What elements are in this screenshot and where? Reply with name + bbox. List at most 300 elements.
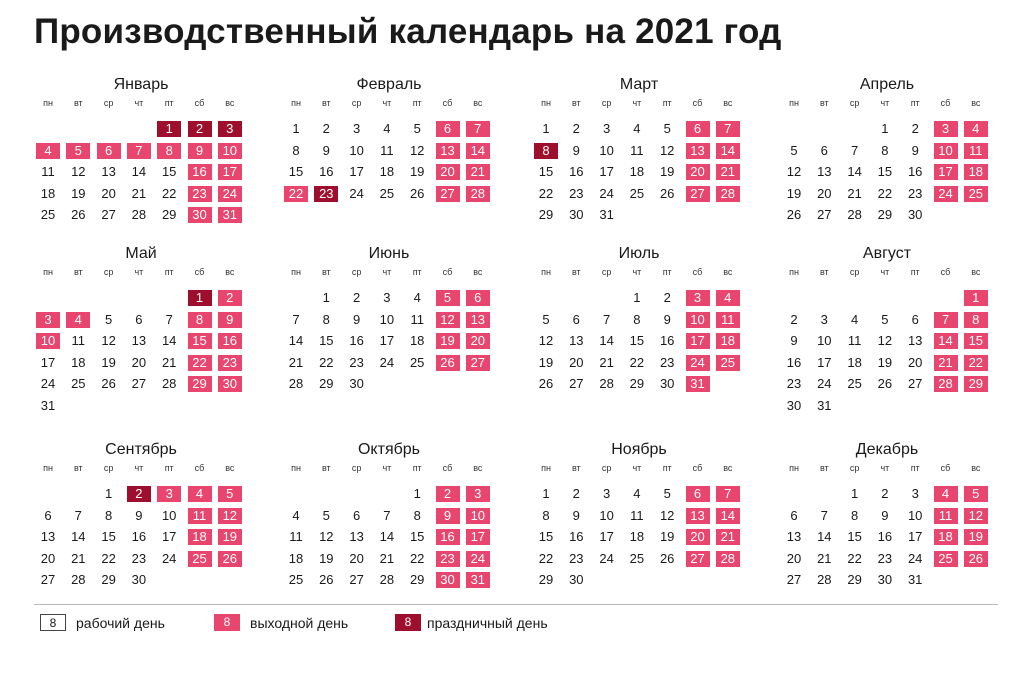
weekend-day-cell: 6 <box>466 290 490 306</box>
weekday-header: пн <box>291 463 301 473</box>
weekday-header: пт <box>164 98 174 108</box>
day-cell: 15 <box>101 529 116 544</box>
weekend-day-cell: 27 <box>686 551 710 567</box>
day-cell: 12 <box>659 507 675 523</box>
day-cell: 8 <box>633 311 641 327</box>
day-cell: 27 <box>786 572 802 587</box>
weekday-header: сб <box>442 267 453 277</box>
day-cell: 18 <box>71 354 86 370</box>
weekday-header: пт <box>910 463 920 473</box>
day-cell: 15 <box>877 164 893 179</box>
weekend-day-cell: 24 <box>934 186 958 202</box>
day-cell: 9 <box>911 142 919 158</box>
day-cell: 1 <box>322 290 330 305</box>
weekend-day-cell: 21 <box>716 164 740 180</box>
day-cell: 10 <box>817 333 832 348</box>
day-cell: 16 <box>569 529 584 544</box>
day-cell: 13 <box>817 164 832 179</box>
day-cell: 10 <box>599 142 614 158</box>
day-cell: 7 <box>602 311 611 327</box>
weekday-header: ср <box>103 267 114 277</box>
day-cell: 5 <box>322 507 330 523</box>
day-cell: 15 <box>409 529 425 544</box>
weekend-day-cell: 30 <box>436 572 460 588</box>
day-cell: 24 <box>599 550 614 566</box>
weekend-day-cell: 18 <box>716 333 740 349</box>
day-cell: 18 <box>409 333 425 348</box>
weekend-day-cell: 11 <box>934 508 958 524</box>
day-cell: 22 <box>161 185 177 201</box>
weekday-header: пт <box>164 267 174 277</box>
day-cell: 13 <box>569 333 584 348</box>
day-cell: 29 <box>319 376 334 391</box>
day-cell: 23 <box>877 550 893 566</box>
day-cell: 6 <box>790 507 798 523</box>
day-cell: 24 <box>161 550 177 566</box>
day-cell: 26 <box>101 376 116 391</box>
day-cell: 29 <box>629 376 645 391</box>
day-cell: 9 <box>790 333 798 348</box>
day-cell: 12 <box>786 164 802 179</box>
day-cell: 18 <box>629 529 645 544</box>
legend-holiday-label: праздничный день <box>427 615 548 631</box>
weekend-day-cell: 1 <box>964 290 988 306</box>
weekday-header: сб <box>442 98 453 108</box>
day-cell: 16 <box>349 333 364 348</box>
day-cell: 11 <box>630 142 644 158</box>
weekend-day-cell: 9 <box>218 312 242 328</box>
day-cell: 4 <box>633 121 641 136</box>
day-cell: 29 <box>101 572 116 587</box>
weekday-header: пт <box>412 98 422 108</box>
day-cell: 3 <box>820 311 828 327</box>
day-cell: 30 <box>907 207 923 222</box>
day-cell: 2 <box>322 121 330 136</box>
day-cell: 8 <box>104 507 113 523</box>
day-cell: 11 <box>71 333 86 348</box>
weekday-header: вт <box>819 267 829 277</box>
weekday-header: вт <box>321 98 331 108</box>
weekend-day-cell: 4 <box>66 312 90 328</box>
month-name: Сентябрь <box>105 441 177 458</box>
weekday-header: ср <box>351 463 362 473</box>
day-cell: 20 <box>40 550 56 566</box>
day-cell: 11 <box>630 507 644 523</box>
day-cell: 30 <box>569 572 584 587</box>
day-cell: 23 <box>786 376 802 391</box>
weekday-header: пт <box>164 463 174 473</box>
weekend-day-cell: 2 <box>218 290 242 306</box>
weekday-header: сб <box>194 267 205 277</box>
day-cell: 22 <box>877 185 893 201</box>
weekday-header: пн <box>541 267 551 277</box>
day-cell: 23 <box>349 354 364 370</box>
day-cell: 8 <box>850 507 859 523</box>
day-cell: 9 <box>135 507 143 523</box>
day-cell: 2 <box>911 121 919 136</box>
legend-work-swatch: 8 <box>40 614 66 631</box>
weekend-day-cell: 7 <box>127 143 151 159</box>
weekend-day-cell: 7 <box>934 312 958 328</box>
holiday-day-cell: 1 <box>188 290 212 306</box>
day-cell: 9 <box>663 311 671 327</box>
day-cell: 4 <box>383 121 391 136</box>
weekday-header: вт <box>819 98 829 108</box>
weekday-header: ср <box>601 463 612 473</box>
weekend-day-cell: 19 <box>436 333 460 349</box>
day-cell: 26 <box>409 185 425 201</box>
day-cell: 11 <box>380 142 394 158</box>
weekend-day-cell: 16 <box>218 333 242 349</box>
weekday-header: вс <box>225 267 235 277</box>
day-cell: 30 <box>349 376 364 391</box>
weekday-header: вс <box>225 98 235 108</box>
weekday-header: вс <box>971 267 981 277</box>
day-cell: 7 <box>292 311 300 327</box>
weekend-day-cell: 2 <box>436 486 460 502</box>
weekday-header: вт <box>73 98 83 108</box>
weekday-header: пн <box>43 267 53 277</box>
weekday-header: вс <box>225 463 235 473</box>
day-cell: 22 <box>538 550 554 566</box>
weekday-header: чт <box>134 463 144 473</box>
day-cell: 12 <box>319 529 334 544</box>
weekend-day-cell: 17 <box>934 164 958 180</box>
day-cell: 19 <box>71 185 86 201</box>
weekday-header: чт <box>382 98 392 108</box>
day-cell: 10 <box>379 311 395 327</box>
weekend-day-cell: 29 <box>188 376 212 392</box>
page-title: Производственный календарь на 2021 год <box>34 12 782 51</box>
day-cell: 24 <box>40 376 56 391</box>
day-cell: 5 <box>542 311 550 327</box>
weekend-day-cell: 14 <box>716 143 740 159</box>
month-name: Март <box>619 76 659 93</box>
weekday-header: пн <box>291 98 301 108</box>
day-cell: 12 <box>877 333 893 348</box>
day-cell: 9 <box>572 142 580 158</box>
weekend-day-cell: 6 <box>686 486 710 502</box>
day-cell: 31 <box>817 397 832 413</box>
day-cell: 27 <box>817 207 832 222</box>
day-cell: 20 <box>907 354 923 370</box>
holiday-day-cell: 3 <box>218 121 242 137</box>
weekend-day-cell: 9 <box>436 508 460 524</box>
day-cell: 28 <box>161 376 177 391</box>
day-cell: 14 <box>131 164 147 179</box>
weekday-header: пн <box>789 463 799 473</box>
day-cell: 7 <box>165 311 173 327</box>
day-cell: 8 <box>413 507 421 523</box>
day-cell: 16 <box>877 529 893 544</box>
day-cell: 15 <box>538 529 554 544</box>
day-cell: 24 <box>907 550 923 566</box>
weekend-day-cell: 24 <box>686 355 710 371</box>
weekend-day-cell: 3 <box>934 121 958 137</box>
day-cell: 5 <box>663 121 671 136</box>
weekday-header: пн <box>789 267 799 277</box>
weekend-day-cell: 6 <box>686 121 710 137</box>
day-cell: 14 <box>847 164 862 179</box>
weekend-day-cell: 28 <box>716 186 740 202</box>
day-cell: 28 <box>131 207 147 222</box>
weekday-header: вт <box>571 463 581 473</box>
weekend-day-cell: 12 <box>218 508 242 524</box>
weekend-day-cell: 15 <box>964 333 988 349</box>
weekend-day-cell: 13 <box>436 143 460 159</box>
day-cell: 3 <box>602 121 611 136</box>
weekend-day-cell: 25 <box>964 186 988 202</box>
day-cell: 5 <box>663 486 671 501</box>
weekend-day-cell: 22 <box>964 355 988 371</box>
weekend-day-cell: 5 <box>436 290 460 306</box>
day-cell: 1 <box>413 486 421 501</box>
day-cell: 9 <box>322 142 330 158</box>
day-cell: 1 <box>292 121 300 136</box>
day-cell: 27 <box>131 376 147 391</box>
day-cell: 12 <box>101 333 116 348</box>
day-cell: 20 <box>131 354 147 370</box>
weekend-day-cell: 30 <box>188 207 212 223</box>
weekday-header: ср <box>849 98 860 108</box>
weekend-day-cell: 24 <box>218 186 242 202</box>
day-cell: 21 <box>817 550 832 566</box>
weekend-day-cell: 8 <box>188 312 212 328</box>
weekday-header: вс <box>473 98 483 108</box>
day-cell: 21 <box>71 550 86 566</box>
day-cell: 16 <box>319 164 334 179</box>
day-cell: 18 <box>629 164 645 179</box>
day-cell: 5 <box>881 311 889 327</box>
weekend-day-cell: 10 <box>218 143 242 159</box>
day-cell: 19 <box>659 164 675 179</box>
day-cell: 15 <box>161 164 177 179</box>
day-cell: 29 <box>409 572 425 587</box>
day-cell: 23 <box>131 550 147 566</box>
day-cell: 11 <box>289 529 303 544</box>
day-cell: 16 <box>659 333 675 348</box>
weekend-day-cell: 12 <box>436 312 460 328</box>
day-cell: 6 <box>44 507 52 523</box>
day-cell: 26 <box>71 207 86 222</box>
day-cell: 20 <box>101 185 116 201</box>
weekday-header: пн <box>43 98 53 108</box>
weekend-day-cell: 14 <box>716 508 740 524</box>
weekend-day-cell: 18 <box>934 529 958 545</box>
day-cell: 29 <box>538 207 554 222</box>
legend-weekend-swatch: 8 <box>214 614 240 631</box>
day-cell: 17 <box>40 354 56 370</box>
weekend-day-cell: 17 <box>466 529 490 545</box>
day-cell: 17 <box>599 529 614 544</box>
weekday-header: пт <box>662 463 672 473</box>
day-cell: 12 <box>659 142 675 158</box>
day-cell: 10 <box>161 507 177 523</box>
day-cell: 9 <box>572 507 580 523</box>
weekday-header: ср <box>849 463 860 473</box>
weekday-header: вт <box>819 463 829 473</box>
day-cell: 28 <box>847 207 862 222</box>
day-cell: 12 <box>71 164 86 179</box>
weekend-day-cell: 10 <box>36 333 60 349</box>
day-cell: 1 <box>850 486 859 501</box>
weekend-day-cell: 31 <box>686 376 710 392</box>
day-cell: 21 <box>288 354 304 370</box>
day-cell: 26 <box>786 207 802 222</box>
month-name: Декабрь <box>855 441 919 458</box>
weekday-header: пт <box>662 267 672 277</box>
day-cell: 15 <box>847 529 862 544</box>
day-cell: 26 <box>319 572 334 587</box>
weekday-header: чт <box>134 98 144 108</box>
weekend-day-cell: 13 <box>466 312 490 328</box>
weekend-day-cell: 31 <box>218 207 242 223</box>
day-cell: 25 <box>379 185 395 201</box>
month-name: Январь <box>113 76 169 93</box>
day-cell: 25 <box>629 185 645 201</box>
day-cell: 11 <box>410 311 424 327</box>
weekend-day-cell: 15 <box>188 333 212 349</box>
weekend-day-cell: 4 <box>934 486 958 502</box>
day-cell: 13 <box>131 333 147 348</box>
weekend-day-cell: 4 <box>36 143 60 159</box>
holiday-day-cell: 8 <box>534 143 558 159</box>
day-cell: 4 <box>633 486 641 501</box>
weekend-day-cell: 3 <box>36 312 60 328</box>
day-cell: 1 <box>542 486 550 501</box>
weekday-header: ср <box>103 98 114 108</box>
weekend-day-cell: 25 <box>716 355 740 371</box>
day-cell: 19 <box>101 354 116 370</box>
day-cell: 15 <box>288 164 304 179</box>
weekend-day-cell: 26 <box>964 551 988 567</box>
weekend-day-cell: 8 <box>964 312 988 328</box>
day-cell: 21 <box>599 354 614 370</box>
weekend-day-cell: 11 <box>964 143 988 159</box>
day-cell: 6 <box>135 311 143 327</box>
weekday-header: вт <box>321 267 331 277</box>
day-cell: 28 <box>599 376 614 391</box>
day-cell: 5 <box>790 142 798 158</box>
weekday-header: пт <box>910 267 920 277</box>
weekend-day-cell: 30 <box>218 376 242 392</box>
day-cell: 3 <box>911 486 919 501</box>
weekday-header: вс <box>473 463 483 473</box>
weekend-day-cell: 31 <box>466 572 490 588</box>
weekend-day-cell: 4 <box>188 486 212 502</box>
weekday-header: ср <box>103 463 114 473</box>
weekend-day-cell: 13 <box>686 508 710 524</box>
day-cell: 12 <box>538 333 554 348</box>
weekend-day-cell: 22 <box>188 355 212 371</box>
weekend-day-cell: 29 <box>964 376 988 392</box>
weekend-day-cell: 19 <box>964 529 988 545</box>
weekend-day-cell: 21 <box>934 355 958 371</box>
weekday-header: пн <box>541 463 551 473</box>
day-cell: 15 <box>538 164 554 179</box>
day-cell: 4 <box>850 311 859 327</box>
weekend-day-cell: 16 <box>436 529 460 545</box>
day-cell: 21 <box>847 185 862 201</box>
weekday-header: чт <box>382 463 392 473</box>
day-cell: 22 <box>101 550 116 566</box>
day-cell: 9 <box>881 507 889 523</box>
day-cell: 1 <box>542 121 550 136</box>
weekend-day-cell: 27 <box>466 355 490 371</box>
weekend-day-cell: 3 <box>157 486 181 502</box>
day-cell: 3 <box>602 486 611 501</box>
weekend-day-cell: 13 <box>686 143 710 159</box>
weekend-day-cell: 25 <box>934 551 958 567</box>
weekend-day-cell: 28 <box>934 376 958 392</box>
day-cell: 30 <box>131 572 147 587</box>
day-cell: 16 <box>786 354 802 370</box>
weekday-header: чт <box>632 98 642 108</box>
day-cell: 1 <box>633 290 641 305</box>
day-cell: 23 <box>569 550 584 566</box>
weekday-header: пт <box>412 463 422 473</box>
weekend-day-cell: 6 <box>436 121 460 137</box>
day-cell: 24 <box>817 376 832 391</box>
weekend-day-cell: 23 <box>436 551 460 567</box>
holiday-day-cell: 23 <box>314 186 338 202</box>
day-cell: 21 <box>379 550 395 566</box>
weekend-day-cell: 3 <box>466 486 490 502</box>
weekday-header: вс <box>971 463 981 473</box>
day-cell: 2 <box>572 121 580 136</box>
weekday-header: сб <box>940 267 951 277</box>
weekday-header: ср <box>601 267 612 277</box>
weekend-day-cell: 7 <box>716 486 740 502</box>
weekday-header: вт <box>571 98 581 108</box>
day-cell: 30 <box>569 207 584 222</box>
day-cell: 15 <box>629 333 645 348</box>
day-cell: 24 <box>349 185 364 201</box>
weekday-header: вт <box>73 267 83 277</box>
day-cell: 31 <box>40 397 56 413</box>
weekend-day-cell: 17 <box>686 333 710 349</box>
weekend-day-cell: 6 <box>97 143 121 159</box>
weekday-header: чт <box>880 463 890 473</box>
day-cell: 13 <box>40 529 56 544</box>
weekday-header: ср <box>601 98 612 108</box>
day-cell: 24 <box>379 354 395 370</box>
weekend-day-cell: 19 <box>218 529 242 545</box>
day-cell: 31 <box>907 572 923 587</box>
day-cell: 17 <box>349 164 364 179</box>
weekday-header: сб <box>692 267 703 277</box>
weekend-day-cell: 28 <box>716 551 740 567</box>
day-cell: 23 <box>907 185 923 201</box>
day-cell: 20 <box>786 550 802 566</box>
day-cell: 13 <box>101 164 116 179</box>
day-cell: 14 <box>379 529 395 544</box>
day-cell: 30 <box>659 376 675 391</box>
day-cell: 4 <box>413 290 421 305</box>
month-name: Октябрь <box>357 441 420 458</box>
holiday-day-cell: 1 <box>157 121 181 137</box>
day-cell: 27 <box>907 376 923 391</box>
day-cell: 12 <box>409 142 425 158</box>
day-cell: 7 <box>820 507 828 523</box>
day-cell: 7 <box>850 142 859 158</box>
day-cell: 18 <box>379 164 395 179</box>
day-cell: 2 <box>881 486 889 501</box>
day-cell: 16 <box>131 529 147 544</box>
day-cell: 7 <box>383 507 391 523</box>
weekend-day-cell: 10 <box>466 508 490 524</box>
weekday-header: вт <box>321 463 331 473</box>
